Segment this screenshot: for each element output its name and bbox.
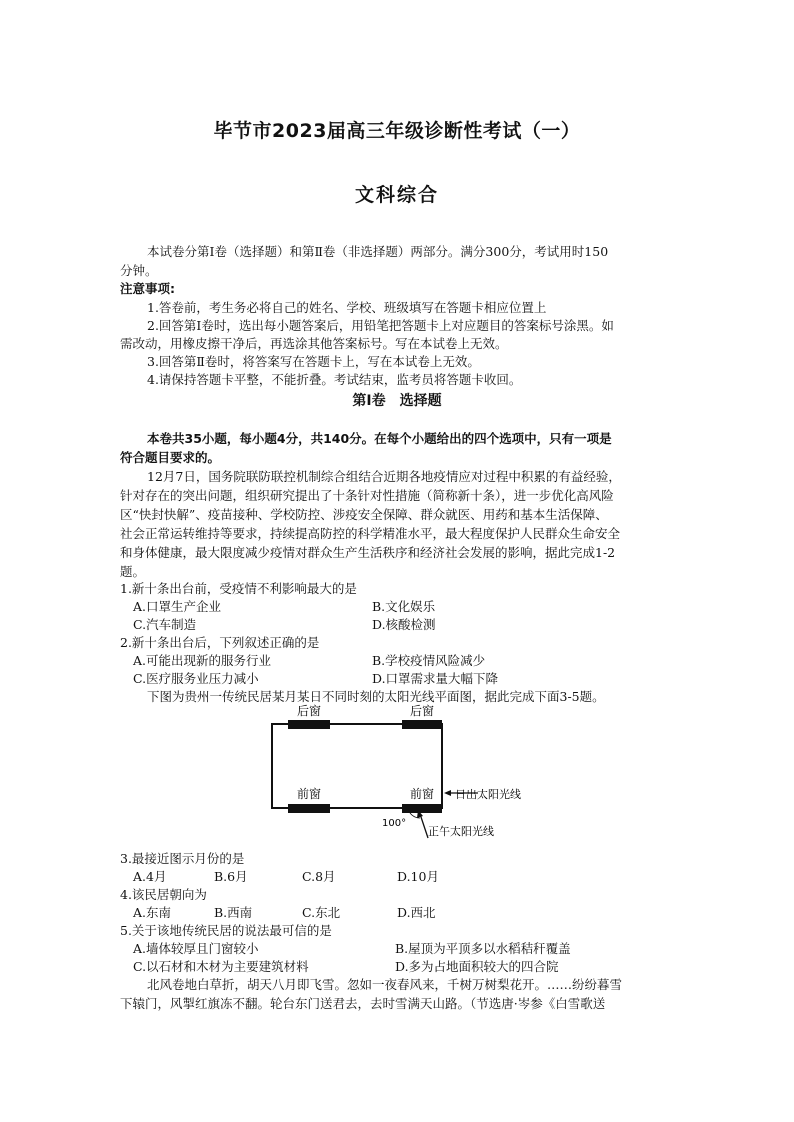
question-2-stem: 2.新十条出台后，下列叙述正确的是	[120, 635, 320, 650]
front-window-label: 前窗	[409, 787, 435, 801]
exam-title: 毕节市2023届高三年级诊断性考试（一）	[213, 120, 581, 142]
note-item: 1.答卷前，考生务必将自己的姓名、学校、班级填写在答题卡相应位置上	[147, 300, 547, 315]
q2-option-b: B.学校疫情风险减少	[372, 653, 486, 668]
passage-line: 和身体健康，最大限度减少疫情对群众生产生活秩序和经济社会发展的影响，据此完成1-2	[120, 545, 616, 560]
rear-window-label: 后窗	[409, 704, 435, 718]
q3-option-b: B.6月	[214, 869, 248, 884]
passage-line: 社会正常运转维持等要求，持续提高防控的科学精准水平，最大程度保护人民群众生命安全	[120, 526, 621, 541]
note-item-cont: 需改动，用橡皮擦干净后，再选涂其他答案标号。写在本试卷上无效。	[120, 336, 508, 351]
q2-option-c: C.医疗服务业压力减小	[133, 671, 259, 686]
q2-option-a: A.可能出现新的服务行业	[133, 653, 272, 668]
q1-option-b: B.文化娱乐	[372, 599, 436, 614]
passage-line: 区“快封快解”、疫苗接种、学校防控、涉疫安全保障、群众就医、用药和基本生活保障、	[120, 507, 608, 522]
q1-option-a: A.口罩生产企业	[133, 599, 222, 614]
front-window-label: 前窗	[296, 787, 322, 801]
section-title: 第Ⅰ卷 选择题	[352, 393, 442, 409]
noon-label: 正午太阳光线	[428, 825, 494, 838]
q4-option-b: B.西南	[214, 905, 253, 920]
passage-line: 题。	[120, 564, 146, 579]
front-window-left	[288, 804, 330, 813]
q5-option-c: C.以石材和木材为主要建筑材料	[133, 959, 309, 974]
intro-text: 本试卷分第Ⅰ卷（选择题）和第Ⅱ卷（非选择题）两部分。满分300分，考试用时150	[147, 244, 609, 259]
rear-window-label: 后窗	[296, 704, 322, 718]
q4-option-a: A.东南	[133, 905, 172, 920]
q1-option-d: D.核酸检测	[372, 617, 436, 632]
section-instructions: 本卷共35小题，每小题4分，共140分。在每个小题给出的四个选项中，只有一项是	[147, 431, 612, 446]
rear-window-right	[402, 720, 442, 729]
q5-option-d: D.多为占地面积较大的四合院	[395, 959, 559, 974]
q4-option-d: D.西北	[397, 905, 436, 920]
poem-line: 下辕门，风掣红旗冻不翻。轮台东门送君去，去时雪满天山路。（节选唐·岑参《白雪歌送	[120, 996, 606, 1011]
passage-line: 12月7日，国务院联防联控机制综合组结合近期各地疫情应对过程中积累的有益经验，	[147, 469, 621, 484]
subject-title: 文科综合	[354, 184, 439, 206]
sunrise-label: 日出太阳光线	[455, 788, 521, 801]
q3-option-a: A.4月	[133, 869, 167, 884]
passage-line: 针对存在的突出问题，组织研究提出了十条针对性措施（简称新十条），进一步优化高风险	[120, 488, 614, 503]
question-1-stem: 1.新十条出台前，受疫情不利影响最大的是	[120, 581, 357, 596]
section-instructions-cont: 符合题目要求的。	[120, 450, 221, 465]
question-5-stem: 5.关于该地传统民居的说法最可信的是	[120, 923, 332, 938]
poem-line: 北风卷地白草折，胡天八月即飞雪。忽如一夜春风来，千树万树梨花开。……纷纷暮雪	[147, 977, 623, 992]
q4-option-c: C.东北	[302, 905, 341, 920]
q2-option-d: D.口罩需求量大幅下降	[372, 671, 499, 686]
note-item: 2.回答第Ⅰ卷时，选出每小题答案后，用铅笔把答题卡上对应题目的答案标号涂黑。如	[147, 318, 614, 333]
q5-option-a: A.墙体较厚且门窗较小	[133, 941, 259, 956]
q5-option-b: B.屋顶为平顶多以水稻秸秆覆盖	[395, 941, 571, 956]
q1-option-c: C.汽车制造	[133, 617, 197, 632]
notes-heading: 注意事项:	[120, 281, 175, 296]
noon-ray	[420, 814, 428, 838]
q3-option-c: C.8月	[302, 869, 336, 884]
note-item: 4.请保持答题卡平整，不能折叠。考试结束，监考员将答题卡收回。	[147, 372, 522, 387]
q3-option-d: D.10月	[397, 869, 439, 884]
passage-2: 下图为贵州一传统民居某月某日不同时刻的太阳光线平面图，据此完成下面3-5题。	[147, 689, 605, 704]
sunlight-diagram	[250, 700, 550, 840]
angle-label: 100°	[382, 818, 407, 829]
rear-window-left	[288, 720, 330, 729]
note-item: 3.回答第Ⅱ卷时，将答案写在答题卡上，写在本试卷上无效。	[147, 354, 480, 369]
sunrise-arrowhead	[444, 790, 451, 796]
question-4-stem: 4.该民居朝向为	[120, 887, 207, 902]
intro-text-cont: 分钟。	[120, 263, 158, 278]
question-3-stem: 3.最接近图示月份的是	[120, 851, 245, 866]
